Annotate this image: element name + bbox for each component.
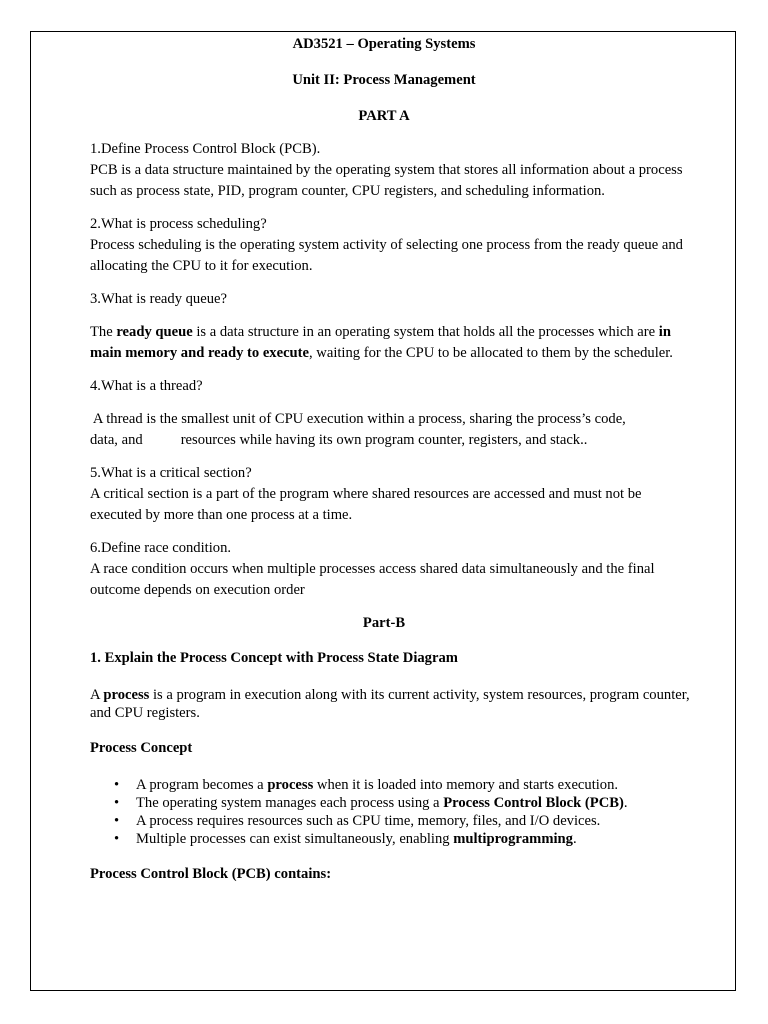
answer-4-line-1: A thread is the smallest unit of CPU execution within a process, sharing the process’s code, <box>90 411 626 427</box>
list-item-text: A process requires resources such as CPU time, memory, files, and I/O devices. <box>136 813 601 829</box>
answer-3 <box>90 322 690 364</box>
intro-text: is a program in execution along with its current activity, system resources, program counter, and CPU registers. <box>90 687 690 721</box>
answer-3-bold-term: ready queue <box>116 324 193 340</box>
question-3: 3.What is ready queue? <box>90 291 227 307</box>
question-1: 1.Define Process Control Block (PCB). <box>90 141 321 157</box>
list-item-bold: multiprogramming <box>453 831 573 847</box>
question-6: 6.Define race condition. <box>90 540 232 556</box>
document-body <box>90 34 690 885</box>
process-concept-heading: Process Concept <box>90 740 193 756</box>
question-5: 5.What is a critical section? <box>90 465 252 481</box>
list-item-text: . <box>572 831 577 847</box>
part-b-heading: Part-B <box>362 615 406 631</box>
list-item-text: A program becomes a <box>136 777 268 793</box>
answer-4-line-2 <box>90 430 690 451</box>
question-2: 2.What is process scheduling? <box>90 216 267 232</box>
answer-4-text: data, and <box>90 432 143 448</box>
answer-5: A critical section is a part of the program where shared resources are accessed and must not be executed by more than one process at a time. <box>90 486 642 523</box>
pcb-contains-heading: Process Control Block (PCB) contains: <box>90 866 332 882</box>
answer-6: A race condition occurs when multiple processes access shared data simultaneously and the final outcome depends on execution order <box>90 561 655 598</box>
part-b-question-1: 1. Explain the Process Concept with Process State Diagram <box>90 650 458 666</box>
part-a-heading: PART A <box>358 108 410 124</box>
intro-text: A <box>90 687 104 703</box>
list-item-text: when it is loaded into memory and starts execution. <box>313 777 619 793</box>
answer-3-text: The <box>90 324 117 340</box>
list-item <box>136 812 690 830</box>
course-title: AD3521 – Operating Systems <box>292 36 476 52</box>
process-concept-list <box>90 776 690 848</box>
answer-3-bold-phrase: in main memory and ready to execute <box>90 324 671 361</box>
question-4: 4.What is a thread? <box>90 378 203 394</box>
answer-4-text: resources while having its own program counter, registers, and stack.. <box>180 432 588 448</box>
answer-3-text: is a data structure in an operating system that holds all the processes which are <box>192 324 659 340</box>
list-item-text: Multiple processes can exist simultaneously, enabling <box>136 831 454 847</box>
answer-4 <box>90 409 690 451</box>
list-item <box>136 776 690 794</box>
answer-2: Process scheduling is the operating system activity of selecting one process from the ready queue and allocating the CPU to it for execution. <box>90 237 683 274</box>
list-item <box>136 830 690 848</box>
list-item-bold: Process Control Block (PCB) <box>443 795 624 811</box>
answer-3-text: , waiting for the CPU to be allocated to them by the scheduler. <box>309 345 673 361</box>
process-intro <box>90 686 690 722</box>
answer-1: PCB is a data structure maintained by the operating system that stores all information about a process such as process state, PID, program counter, CPU registers, and scheduling information. <box>90 162 683 199</box>
list-item-text: . <box>623 795 628 811</box>
list-item-bold: process <box>267 777 314 793</box>
list-item <box>136 794 690 812</box>
intro-bold-term: process <box>103 687 150 703</box>
unit-title: Unit II: Process Management <box>292 72 476 88</box>
list-item-text: The operating system manages each process using a <box>136 795 444 811</box>
